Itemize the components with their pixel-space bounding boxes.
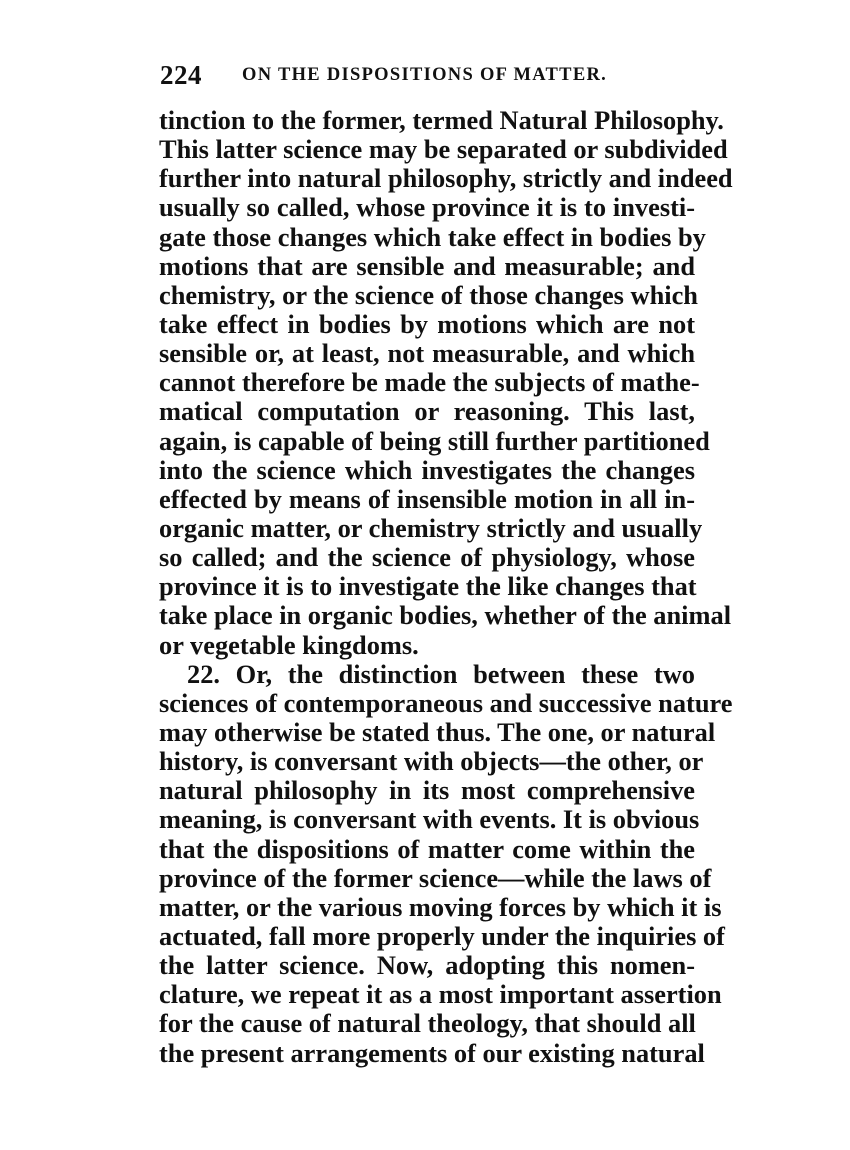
text-line: take effect in bodies by motions which are not	[159, 308, 695, 339]
paragraph-end-line: or vegetable kingdoms.	[159, 629, 419, 660]
text-line: sciences of contemporaneous and successive nature	[159, 687, 733, 718]
text-line: province it is to investigate the like changes that	[159, 571, 697, 602]
text-line: that the dispositions of matter come within the	[159, 833, 695, 864]
text-line: into the science which investigates the changes	[159, 454, 695, 485]
text-line: clature, we repeat it as a most important assertion	[159, 979, 722, 1010]
running-head-title: ON THE DISPOSITIONS OF MATTER.	[242, 65, 608, 85]
text-line: sensible or, at least, not measurable, and which	[159, 338, 695, 369]
running-head	[160, 60, 700, 94]
text-line: so called; and the science of physiology, whose	[159, 542, 695, 573]
text-line: This latter science may be separated or subdivided	[159, 134, 728, 165]
text-line: chemistry, or the science of those changes which	[159, 279, 698, 310]
text-line: usually so called, whose province it is to investi-	[159, 192, 695, 223]
text-line: matical computation or reasoning. This last,	[159, 396, 695, 427]
text-line: matter, or the various moving forces by which it is	[159, 891, 722, 922]
body-text	[159, 105, 733, 1068]
page-number: 224	[160, 60, 202, 90]
text-line: motions that are sensible and measurable; and	[159, 250, 695, 281]
paragraph-start-line: 22. Or, the distinction between these two	[187, 658, 695, 689]
text-line: organic matter, or chemistry strictly and usually	[159, 512, 703, 543]
text-line: gate those changes which take effect in bodies by	[159, 221, 706, 252]
text-line: tinction to the former, termed Natural Philosophy.	[159, 105, 724, 135]
text-line: effected by means of insensible motion in all in-	[159, 483, 695, 514]
text-line: for the cause of natural theology, that should all	[159, 1008, 696, 1039]
text-line: further into natural philosophy, strictly and indeed	[159, 163, 733, 194]
text-line: natural philosophy in its most comprehensive	[159, 775, 695, 806]
text-line: the present arrangements of our existing natural	[159, 1037, 705, 1068]
text-line: again, is capable of being still further partitioned	[159, 425, 710, 456]
text-line: the latter science. Now, adopting this nomen-	[159, 950, 695, 981]
text-line: province of the former science—while the laws of	[159, 862, 712, 893]
text-line: may otherwise be stated thus. The one, or natural	[159, 716, 716, 747]
text-line: cannot therefore be made the subjects of mathe-	[159, 367, 700, 398]
text-line: history, is conversant with objects—the other, or	[159, 746, 704, 777]
text-line: actuated, fall more properly under the inquiries of	[159, 920, 725, 951]
text-line: take place in organic bodies, whether of the animal	[159, 600, 732, 631]
text-line: meaning, is conversant with events. It is obvious	[159, 804, 700, 835]
